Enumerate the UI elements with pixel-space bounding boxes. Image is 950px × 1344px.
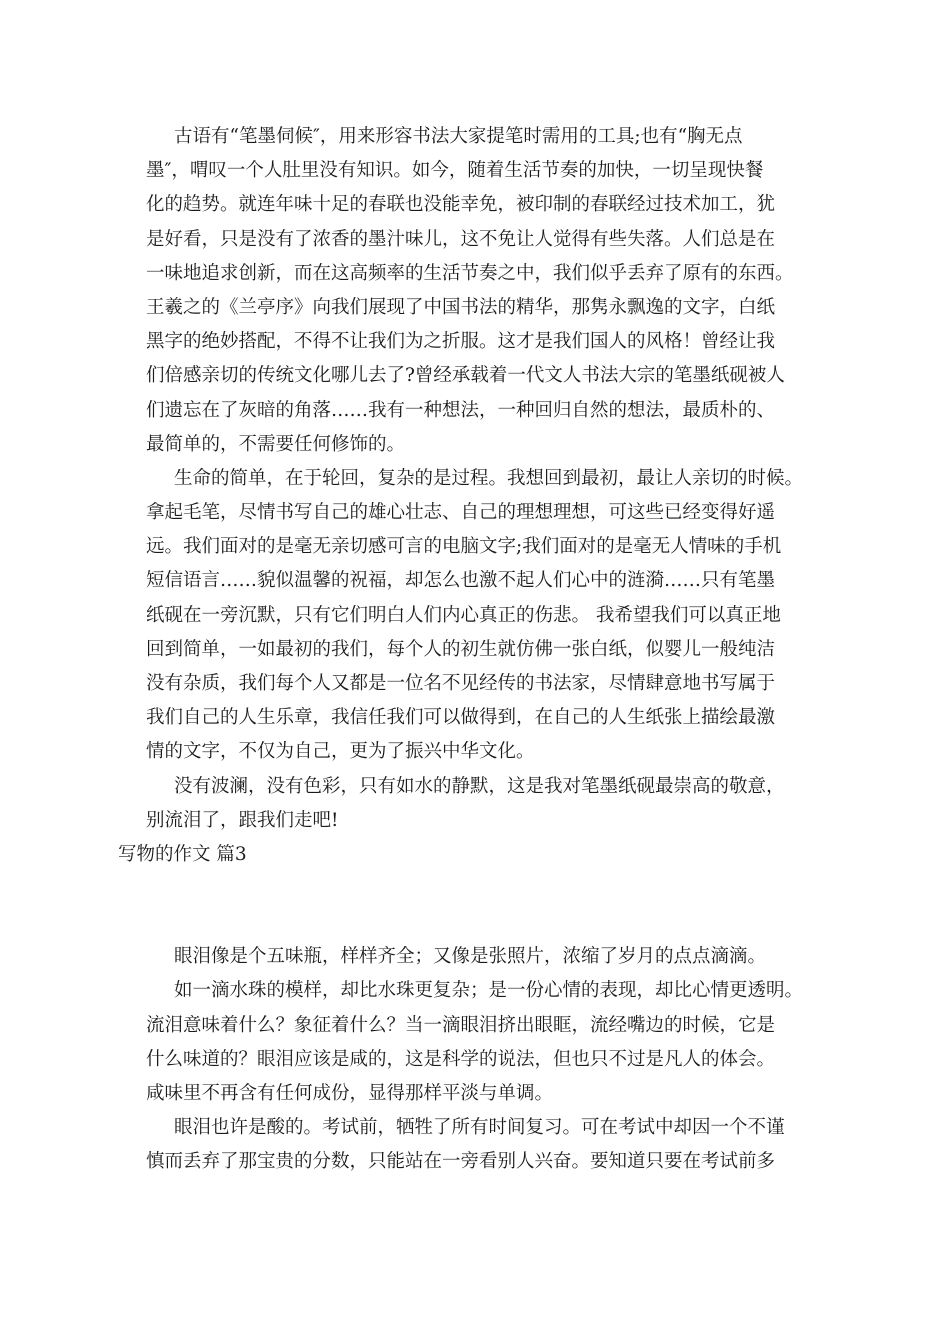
paragraph-line: 墨″，喟叹一个人肚里没有知识。如今，随着生活节奏的加快，一切呈现快餐 [146, 160, 764, 182]
paragraph-line: 远。我们面对的是毫无亲切感可言的电脑文字;我们面对的是毫无人情味的手机 [146, 536, 782, 558]
paragraph-line: 眼泪也许是酸的。考试前，牺牲了所有时间复习。可在考试中却因一个不谨 [174, 1117, 785, 1139]
paragraph-line: 我们自己的人生乐章，我信任我们可以做得到，在自己的人生纸张上描绘最激 [146, 707, 776, 729]
paragraph-line: 如一滴水珠的模样，却比水珠更复杂；是一份心情的表现，却比心情更透明。 [174, 980, 804, 1002]
paragraph-line: 短信语言……貌似温馨的祝福，却怎么也激不起人们心中的涟漪……只有笔墨 [146, 570, 776, 592]
paragraph-line: 拿起毛笔，尽情书写自己的雄心壮志、自己的理想理想，可这些已经变得好遥 [146, 502, 776, 524]
paragraph-line: 一味地追求创新，而在这高频率的生活节奏之中，我们似乎丢弃了原有的东西。 [146, 262, 794, 284]
paragraph-line: 什么味道的？眼泪应该是咸的，这是科学的说法，但也只不过是凡人的体会。 [146, 1048, 776, 1070]
paragraph-tears-taste [146, 974, 826, 1111]
paragraph-line: 最简单的，不需要任何修饰的。 [146, 433, 406, 455]
paragraph-line: 们倍感亲切的传统文化哪儿去了?曾经承载着一代文人书法大宗的笔墨纸砚被人 [146, 365, 785, 387]
paragraph-line: 们遗忘在了灰暗的角落……我有一种想法，一种回归自然的想法，最质朴的、 [146, 399, 776, 421]
paragraph-line: 古语有“笔墨伺候″，用来形容书法大家提笔时需用的工具;也有“胸无点 [174, 126, 743, 147]
paragraph-line: 黑字的绝妙搭配，不得不让我们为之折服。这才是我们国人的风格！曾经让我 [146, 331, 776, 353]
paragraph-line: 眼泪像是个五味瓶，样样齐全；又像是张照片，浓缩了岁月的点点滴滴。 [174, 946, 767, 968]
document-body [118, 120, 826, 1179]
section-spacer [146, 872, 826, 940]
paragraph-line: 情的文字，不仅为自己，更为了振兴中华文化。 [146, 741, 535, 763]
paragraph-line: 别流泪了，跟我们走吧! [146, 809, 339, 831]
paragraph-line: 没有波澜，没有色彩，只有如水的静默，这是我对笔墨纸砚最崇高的敬意， [174, 775, 785, 797]
paragraph-calligraphy-intro [146, 120, 826, 462]
paragraph-line: 回到简单，一如最初的我们，每个人的初生就仿佛一张白纸，似婴儿一般纯洁 [146, 638, 776, 660]
paragraph-line: 化的趋势。就连年味十足的春联也没能幸免，被印制的春联经过技术加工，犹 [146, 194, 776, 216]
paragraph-line: 纸砚在一旁沉默，只有它们明白人们内心真正的伤悲。 我希望我们可以真正地 [146, 604, 781, 626]
section-heading: 写物的作文 篇3 [118, 843, 247, 865]
paragraph-line: 王羲之的《兰亭序》向我们展现了中国书法的精华，那隽永飘逸的文字，白纸 [146, 296, 776, 318]
paragraph-line: 没有杂质，我们每个人又都是一位名不见经传的书法家，尽情肆意地书写属于 [146, 673, 776, 694]
paragraph-tears-intro [146, 940, 826, 974]
paragraph-line: 是好看，只是没有了浓香的墨汁味儿，这不免让人觉得有些失落。人们总是在 [146, 228, 776, 250]
paragraph-tears-sour [146, 1111, 826, 1179]
paragraph-life-simple [146, 462, 826, 770]
paragraph-line: 生命的简单，在于轮回，复杂的是过程。我想回到最初，最让人亲切的时候。 [174, 467, 804, 489]
paragraph-line: 慎而丢弃了那宝贵的分数，只能站在一旁看别人兴奋。要知道只要在考试前多 [146, 1151, 776, 1173]
paragraph-line: 流泪意味着什么？象征着什么？当一滴眼泪挤出眼眶，流经嘴边的时候，它是 [146, 1014, 776, 1036]
paragraph-closing [146, 770, 826, 838]
paragraph-line: 咸味里不再含有任何成份，显得那样平淡与单调。 [146, 1082, 554, 1104]
